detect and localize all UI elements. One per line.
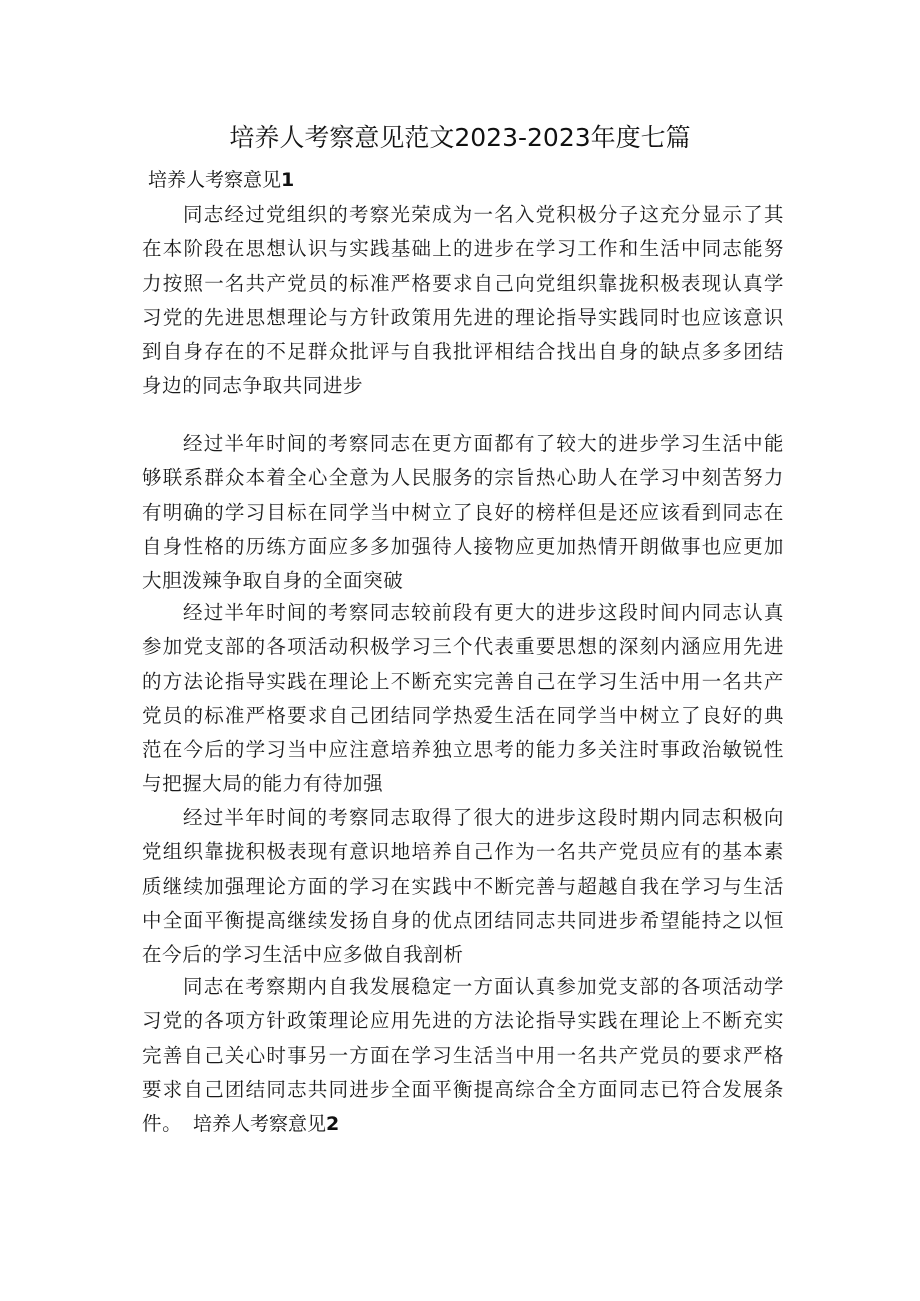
- section-heading-text: 培养人考察意见: [148, 169, 282, 191]
- paragraph-3: 经过半年时间的考察同志较前段有更大的进步这段时间内同志认真参加党支部的各项活动积极学习三个代表重要思想的深刻内涵应用先进的方法论指导实践在理论上不断充实完善自己在学习生活中用一名共产党员的标准严格要求自己团结同学热爱生活在同学当中树立了良好的典范在今后的学习当中应注意培养独立思考的能力多关注时事政治敏锐性与把握大局的能力有待加强: [142, 601, 784, 796]
- paragraph-2: 经过半年时间的考察同志在更方面都有了较大的进步学习生活中能够联系群众本着全心全意为人民服务的宗旨热心助人在学习中刻苦努力有明确的学习目标在同学当中树立了良好的榜样但是还应该看到同志在自身性格的历练方面应多多加强待人接物应更加热情开朗做事也应更加大胆泼辣争取自身的全面突破: [142, 432, 784, 593]
- paragraph-4: 经过半年时间的考察同志取得了很大的进步这段时期内同志积极向党组织靠拢积极表现有意识地培养自己作为一名共产党员应有的基本素质继续加强理论方面的学习在实践中不断完善与超越自我在学习与生活中全面平衡提高继续发扬自身的优点团结同志共同进步希望能持之以恒在今后的学习生活中应多做自我剖析: [142, 806, 784, 967]
- section-heading-text: 培养人考察意见: [193, 1113, 327, 1135]
- section-heading-number: 2: [326, 1113, 340, 1135]
- section-heading-2: [193, 1109, 339, 1136]
- section-heading-1: [148, 165, 294, 192]
- paragraph-5: 同志在考察期内自我发展稳定一方面认真参加党支部的各项活动学习党的各项方针政策理论应用先进的方法论指导实践在理论上不断充实完善自己关心时事另一方面在学习生活当中用一名共产党员的要求严格要求自己团结同志共同进步全面平衡提高综合全方面同志已符合发展条件。: [142, 975, 784, 1136]
- section-heading-number: 1: [281, 169, 295, 191]
- paragraph-1: 同志经过党组织的考察光荣成为一名入党积极分子这充分显示了其在本阶段在思想认识与实践基础上的进步在学习工作和生活中同志能努力按照一名共产党员的标准严格要求自己向党组织靠拢积极表现认真学习党的先进思想理论与方针政策用先进的理论指导实践同时也应该意识到自身存在的不足群众批评与自我批评相结合找出自身的缺点多多团结身边的同志争取共同进步: [142, 203, 784, 398]
- document-title: 培养人考察意见范文2023-2023年度七篇: [229, 123, 691, 152]
